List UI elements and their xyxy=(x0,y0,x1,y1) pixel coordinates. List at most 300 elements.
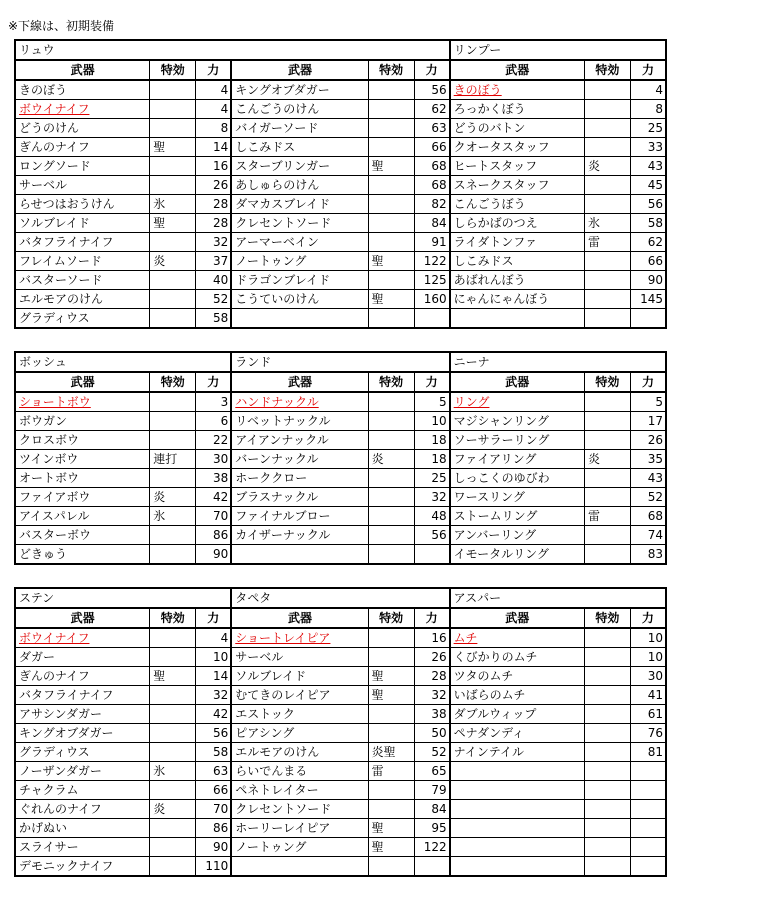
weapon-effect xyxy=(150,838,196,857)
weapon-power: 61 xyxy=(630,705,666,724)
table-row xyxy=(15,252,666,271)
weapon-name: しっこくのゆびわ xyxy=(450,469,585,488)
weapon-effect: 雷 xyxy=(584,507,630,526)
weapon-power: 81 xyxy=(630,743,666,762)
weapon-effect: 炎 xyxy=(150,252,196,271)
weapon-name: ボウイナイフ xyxy=(15,100,150,119)
weapon-power: 35 xyxy=(630,450,666,469)
weapon-power: 4 xyxy=(196,100,232,119)
weapon-name: アーマーベイン xyxy=(231,233,368,252)
weapon-effect: 炎 xyxy=(150,800,196,819)
weapon-effect xyxy=(150,686,196,705)
weapon-effect xyxy=(150,469,196,488)
column-header-power: 力 xyxy=(630,608,666,628)
table-row xyxy=(15,431,666,450)
table-row xyxy=(15,838,666,857)
weapon-effect xyxy=(368,469,414,488)
weapon-power: 26 xyxy=(630,431,666,450)
table-row xyxy=(15,392,666,412)
weapon-effect xyxy=(584,271,630,290)
weapon-name: ボウガン xyxy=(15,412,150,431)
table-row xyxy=(15,290,666,309)
weapon-effect xyxy=(584,628,630,648)
weapon-name: チャクラム xyxy=(15,781,150,800)
weapon-name: アイアンナックル xyxy=(231,431,368,450)
character-name: ステン xyxy=(15,588,231,608)
character-name: アスパー xyxy=(450,588,666,608)
weapon-power: 17 xyxy=(630,412,666,431)
weapon-power xyxy=(414,857,450,877)
weapon-power: 84 xyxy=(414,214,450,233)
weapon-power: 10 xyxy=(630,628,666,648)
column-header-power: 力 xyxy=(196,608,232,628)
weapon-effect xyxy=(368,119,414,138)
weapon-power: 32 xyxy=(414,488,450,507)
weapon-power xyxy=(414,545,450,565)
weapon-name: ろっかくぼう xyxy=(450,100,585,119)
column-header-power: 力 xyxy=(630,60,666,80)
weapon-name: ソルブレイド xyxy=(15,214,150,233)
weapon-power: 68 xyxy=(414,157,450,176)
weapon-effect xyxy=(368,781,414,800)
weapon-effect xyxy=(368,648,414,667)
weapon-effect xyxy=(150,724,196,743)
weapon-name: ソルブレイド xyxy=(231,667,368,686)
weapon-power: 62 xyxy=(630,233,666,252)
table-row xyxy=(15,309,666,329)
weapon-power: 10 xyxy=(414,412,450,431)
weapon-name: ペナダンディ xyxy=(450,724,585,743)
weapon-name: バーンナックル xyxy=(231,450,368,469)
weapon-power: 56 xyxy=(414,80,450,100)
weapon-effect xyxy=(368,526,414,545)
weapon-power: 68 xyxy=(414,176,450,195)
weapon-power: 83 xyxy=(630,545,666,565)
table-row xyxy=(15,157,666,176)
weapon-name: デモニックナイフ xyxy=(15,857,150,877)
weapon-power: 160 xyxy=(414,290,450,309)
weapon-power: 86 xyxy=(196,526,232,545)
table-row xyxy=(15,800,666,819)
table-row xyxy=(15,412,666,431)
weapon-power: 70 xyxy=(196,800,232,819)
column-header-power: 力 xyxy=(414,372,450,392)
weapon-effect xyxy=(368,195,414,214)
weapon-effect: 聖 xyxy=(368,157,414,176)
character-name: ボッシュ xyxy=(15,352,231,372)
column-header-weapon: 武器 xyxy=(15,608,150,628)
weapon-effect xyxy=(150,781,196,800)
weapon-power: 145 xyxy=(630,290,666,309)
weapon-name: ストームリング xyxy=(450,507,585,526)
weapon-power: 86 xyxy=(196,819,232,838)
weapon-power: 33 xyxy=(630,138,666,157)
weapon-power: 28 xyxy=(414,667,450,686)
weapon-effect xyxy=(150,819,196,838)
weapon-power: 91 xyxy=(414,233,450,252)
weapon-name: ソーサラーリング xyxy=(450,431,585,450)
weapon-name: ノートゥング xyxy=(231,838,368,857)
weapon-effect xyxy=(584,252,630,271)
weapon-effect: 聖 xyxy=(368,686,414,705)
weapon-power: 63 xyxy=(196,762,232,781)
table-row xyxy=(15,100,666,119)
weapon-power: 63 xyxy=(414,119,450,138)
weapon-power: 58 xyxy=(630,214,666,233)
weapon-effect xyxy=(584,412,630,431)
weapon-name xyxy=(450,857,585,877)
weapon-name: ぎんのナイフ xyxy=(15,667,150,686)
weapon-power: 110 xyxy=(196,857,232,877)
weapon-name: しこみドス xyxy=(450,252,585,271)
weapon-effect xyxy=(368,392,414,412)
weapon-effect xyxy=(584,526,630,545)
weapon-power: 10 xyxy=(196,648,232,667)
weapon-name: どきゅう xyxy=(15,545,150,565)
column-header-power: 力 xyxy=(196,372,232,392)
weapon-effect: 聖 xyxy=(368,819,414,838)
weapon-name: らせつはおうけん xyxy=(15,195,150,214)
weapon-name: バタフライナイフ xyxy=(15,686,150,705)
weapon-name: バスターソード xyxy=(15,271,150,290)
weapon-name: ブラスナックル xyxy=(231,488,368,507)
weapon-effect: 聖 xyxy=(150,214,196,233)
table-row xyxy=(15,507,666,526)
weapon-power: 82 xyxy=(414,195,450,214)
column-header-weapon: 武器 xyxy=(450,60,585,80)
column-header-effect: 特効 xyxy=(368,60,414,80)
weapon-effect xyxy=(368,309,414,329)
weapon-power: 28 xyxy=(196,214,232,233)
weapon-power: 56 xyxy=(630,195,666,214)
weapon-power: 58 xyxy=(196,309,232,329)
table-row xyxy=(15,271,666,290)
weapon-effect xyxy=(368,412,414,431)
weapon-name: バイガーソード xyxy=(231,119,368,138)
weapon-power: 4 xyxy=(630,80,666,100)
weapon-power: 32 xyxy=(196,233,232,252)
character-name: ランド xyxy=(231,352,449,372)
table-row xyxy=(15,857,666,877)
table-row xyxy=(15,648,666,667)
weapon-effect xyxy=(584,309,630,329)
column-header-effect: 特効 xyxy=(150,60,196,80)
weapon-name: ダマカスブレイド xyxy=(231,195,368,214)
weapon-effect xyxy=(368,507,414,526)
weapon-name: どうのけん xyxy=(15,119,150,138)
weapon-name: ショートボウ xyxy=(15,392,150,412)
weapon-name xyxy=(450,309,585,329)
table-row xyxy=(15,469,666,488)
weapon-power: 58 xyxy=(196,743,232,762)
weapon-power: 40 xyxy=(196,271,232,290)
weapon-name: ヒートスタッフ xyxy=(450,157,585,176)
weapon-name: ペネトレイター xyxy=(231,781,368,800)
weapon-power: 18 xyxy=(414,431,450,450)
weapon-name: バスターボウ xyxy=(15,526,150,545)
weapon-power: 25 xyxy=(414,469,450,488)
weapon-name: にゃんにゃんぼう xyxy=(450,290,585,309)
weapon-name: ライダトンファ xyxy=(450,233,585,252)
weapon-effect xyxy=(150,119,196,138)
weapon-power: 66 xyxy=(630,252,666,271)
weapon-effect: 連打 xyxy=(150,450,196,469)
weapon-name: ピアシング xyxy=(231,724,368,743)
weapon-effect xyxy=(584,838,630,857)
weapon-effect xyxy=(150,545,196,565)
weapon-power: 66 xyxy=(414,138,450,157)
weapon-power: 38 xyxy=(196,469,232,488)
weapon-effect xyxy=(150,628,196,648)
table-row xyxy=(15,119,666,138)
weapon-power: 4 xyxy=(196,628,232,648)
weapon-name: スターブリンガー xyxy=(231,157,368,176)
weapon-effect xyxy=(368,100,414,119)
weapon-effect xyxy=(584,705,630,724)
table-row xyxy=(15,743,666,762)
weapon-power: 4 xyxy=(196,80,232,100)
table-row xyxy=(15,138,666,157)
weapon-name: ツタのムチ xyxy=(450,667,585,686)
weapon-name: ホーククロー xyxy=(231,469,368,488)
weapon-name: サーベル xyxy=(15,176,150,195)
weapon-power: 65 xyxy=(414,762,450,781)
weapon-effect xyxy=(150,290,196,309)
weapon-power: 52 xyxy=(414,743,450,762)
weapon-name: リベットナックル xyxy=(231,412,368,431)
weapon-table-2 xyxy=(14,351,667,565)
weapon-power: 22 xyxy=(196,431,232,450)
weapon-name: スライサー xyxy=(15,838,150,857)
column-header-power: 力 xyxy=(630,372,666,392)
weapon-effect: 炎 xyxy=(584,157,630,176)
weapon-effect: 聖 xyxy=(368,252,414,271)
weapon-power: 14 xyxy=(196,667,232,686)
weapon-effect xyxy=(584,819,630,838)
weapon-effect: 炎 xyxy=(584,450,630,469)
table-row xyxy=(15,214,666,233)
table-row xyxy=(15,667,666,686)
column-header-effect: 特効 xyxy=(584,372,630,392)
weapon-name: きのぼう xyxy=(15,80,150,100)
weapon-power: 18 xyxy=(414,450,450,469)
table-row xyxy=(15,781,666,800)
character-name: ニーナ xyxy=(450,352,666,372)
weapon-effect: 雷 xyxy=(584,233,630,252)
weapon-name: エルモアのけん xyxy=(15,290,150,309)
weapon-power: 5 xyxy=(630,392,666,412)
column-header-weapon: 武器 xyxy=(450,372,585,392)
weapon-effect xyxy=(368,800,414,819)
weapon-power: 37 xyxy=(196,252,232,271)
weapon-effect xyxy=(368,628,414,648)
weapon-effect: 聖 xyxy=(368,838,414,857)
weapon-name xyxy=(231,545,368,565)
weapon-name: アサシンダガー xyxy=(15,705,150,724)
weapon-effect xyxy=(584,290,630,309)
weapon-effect xyxy=(150,176,196,195)
weapon-effect xyxy=(150,526,196,545)
weapon-table-3 xyxy=(14,587,667,877)
weapon-name: オートボウ xyxy=(15,469,150,488)
weapon-effect: 聖 xyxy=(368,290,414,309)
weapon-power: 56 xyxy=(196,724,232,743)
table-row xyxy=(15,488,666,507)
weapon-effect xyxy=(584,392,630,412)
weapon-effect: 聖 xyxy=(150,667,196,686)
weapon-effect xyxy=(368,138,414,157)
weapon-power xyxy=(630,800,666,819)
table-row xyxy=(15,233,666,252)
weapon-effect xyxy=(368,724,414,743)
column-header-effect: 特効 xyxy=(584,60,630,80)
weapon-effect xyxy=(150,157,196,176)
table-row xyxy=(15,195,666,214)
weapon-power: 16 xyxy=(196,157,232,176)
weapon-name: こんごうぼう xyxy=(450,195,585,214)
weapon-name: ダガー xyxy=(15,648,150,667)
weapon-effect xyxy=(368,214,414,233)
weapon-power: 32 xyxy=(414,686,450,705)
weapon-name: ファイナルブロー xyxy=(231,507,368,526)
weapon-effect xyxy=(368,488,414,507)
column-header-weapon: 武器 xyxy=(231,608,368,628)
weapon-effect xyxy=(150,431,196,450)
weapon-effect xyxy=(584,800,630,819)
weapon-name: クロスボウ xyxy=(15,431,150,450)
weapon-name: ボウイナイフ xyxy=(15,628,150,648)
table-row xyxy=(15,686,666,705)
weapon-name: ドラゴンブレイド xyxy=(231,271,368,290)
weapon-name: グラディウス xyxy=(15,309,150,329)
weapon-effect xyxy=(584,469,630,488)
weapon-effect xyxy=(150,80,196,100)
weapon-effect xyxy=(584,138,630,157)
weapon-power: 32 xyxy=(196,686,232,705)
weapon-effect xyxy=(584,195,630,214)
weapon-effect xyxy=(150,100,196,119)
weapon-name: スネークスタッフ xyxy=(450,176,585,195)
weapon-power: 90 xyxy=(196,545,232,565)
weapon-name: きのぼう xyxy=(450,80,585,100)
column-header-effect: 特効 xyxy=(150,608,196,628)
column-header-weapon: 武器 xyxy=(231,372,368,392)
weapon-name: ノーザンダガー xyxy=(15,762,150,781)
weapon-name: アイスパレル xyxy=(15,507,150,526)
weapon-power: 56 xyxy=(414,526,450,545)
weapon-power: 8 xyxy=(630,100,666,119)
weapon-effect: 氷 xyxy=(150,507,196,526)
weapon-power: 42 xyxy=(196,705,232,724)
weapon-name: ファイアボウ xyxy=(15,488,150,507)
weapon-power: 74 xyxy=(630,526,666,545)
weapon-name: しこみドス xyxy=(231,138,368,157)
weapon-name: エルモアのけん xyxy=(231,743,368,762)
weapon-name: ダブルウィップ xyxy=(450,705,585,724)
weapon-power: 90 xyxy=(630,271,666,290)
weapon-power: 43 xyxy=(630,157,666,176)
weapon-effect xyxy=(584,176,630,195)
column-header-weapon: 武器 xyxy=(15,60,150,80)
weapon-power: 8 xyxy=(196,119,232,138)
weapon-effect xyxy=(150,648,196,667)
weapon-power: 45 xyxy=(630,176,666,195)
weapon-effect: 聖 xyxy=(368,667,414,686)
weapon-power: 50 xyxy=(414,724,450,743)
weapon-name: むてきのレイピア xyxy=(231,686,368,705)
weapon-effect: 氷 xyxy=(150,762,196,781)
character-name: リュウ xyxy=(15,40,450,60)
weapon-effect xyxy=(584,762,630,781)
column-header-weapon: 武器 xyxy=(231,60,368,80)
weapon-effect: 雷 xyxy=(368,762,414,781)
weapon-effect xyxy=(584,545,630,565)
weapon-name: しらかばのつえ xyxy=(450,214,585,233)
table-row xyxy=(15,705,666,724)
weapon-name: ホーリーレイピア xyxy=(231,819,368,838)
weapon-name: クレセントソード xyxy=(231,214,368,233)
weapon-power: 76 xyxy=(630,724,666,743)
weapon-name: いばらのムチ xyxy=(450,686,585,705)
column-header-weapon: 武器 xyxy=(15,372,150,392)
weapon-effect xyxy=(584,488,630,507)
weapon-power: 52 xyxy=(196,290,232,309)
weapon-effect xyxy=(150,233,196,252)
weapon-effect xyxy=(584,724,630,743)
weapon-name xyxy=(231,857,368,877)
weapon-name xyxy=(450,800,585,819)
weapon-power: 25 xyxy=(630,119,666,138)
weapon-name: あしゅらのけん xyxy=(231,176,368,195)
weapon-effect xyxy=(368,271,414,290)
weapon-effect xyxy=(584,781,630,800)
weapon-name: ノートゥング xyxy=(231,252,368,271)
weapon-effect xyxy=(584,667,630,686)
weapon-name xyxy=(450,838,585,857)
table-row xyxy=(15,450,666,469)
weapon-effect: 炎 xyxy=(150,488,196,507)
column-header-weapon: 武器 xyxy=(450,608,585,628)
weapon-power: 68 xyxy=(630,507,666,526)
weapon-name: ナインテイル xyxy=(450,743,585,762)
weapon-effect xyxy=(150,743,196,762)
weapon-name: クオータスタッフ xyxy=(450,138,585,157)
weapon-power xyxy=(414,309,450,329)
weapon-power: 125 xyxy=(414,271,450,290)
column-header-effect: 特効 xyxy=(584,608,630,628)
weapon-effect: 氷 xyxy=(584,214,630,233)
weapon-name: ハンドナックル xyxy=(231,392,368,412)
weapon-power: 52 xyxy=(630,488,666,507)
weapon-name xyxy=(450,819,585,838)
weapon-power: 122 xyxy=(414,252,450,271)
weapon-effect: 炎聖 xyxy=(368,743,414,762)
weapon-effect xyxy=(368,233,414,252)
weapon-effect xyxy=(150,857,196,877)
table-row xyxy=(15,80,666,100)
weapon-power: 30 xyxy=(630,667,666,686)
weapon-power xyxy=(630,781,666,800)
weapon-table-1 xyxy=(14,39,667,329)
weapon-name: イモータルリング xyxy=(450,545,585,565)
weapon-effect xyxy=(150,392,196,412)
weapon-power xyxy=(630,819,666,838)
weapon-power: 26 xyxy=(414,648,450,667)
column-header-power: 力 xyxy=(414,60,450,80)
weapon-power: 66 xyxy=(196,781,232,800)
weapon-power: 38 xyxy=(414,705,450,724)
table-row xyxy=(15,724,666,743)
